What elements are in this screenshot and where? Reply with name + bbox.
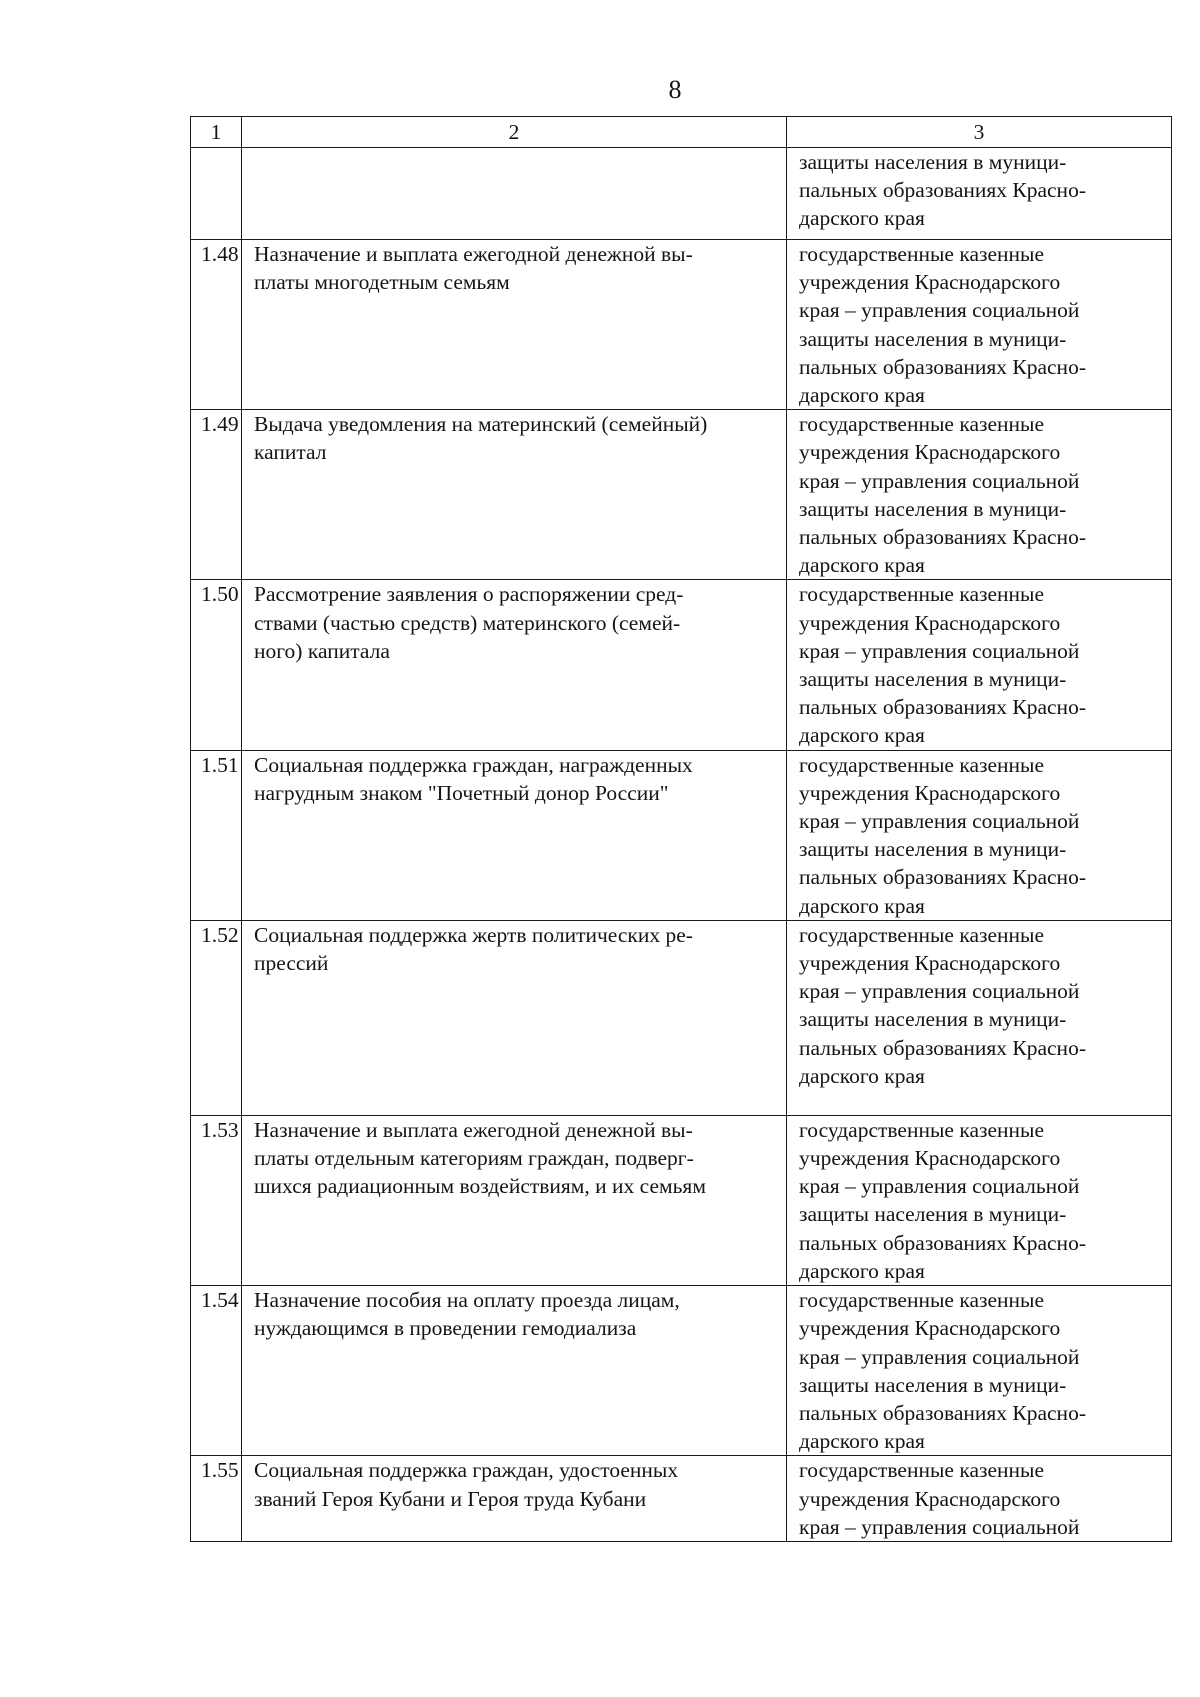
provider-name-line: учреждения Краснодарского	[799, 780, 1061, 805]
provider-name-line: дарского края	[799, 1429, 925, 1454]
table-row	[191, 148, 1172, 240]
provider-name-line: дарского края	[799, 383, 925, 408]
row-number: 1.48	[191, 240, 242, 410]
service-name	[242, 750, 787, 920]
provider-name-line: учреждения Краснодарского	[799, 440, 1061, 465]
provider-name-line: защиты населения в муници-	[799, 667, 1067, 692]
provider-name	[787, 580, 1172, 750]
provider-name-line: государственные казенные	[799, 1117, 1045, 1142]
service-name-line: нагрудным знаком "Почетный донор России"	[254, 780, 669, 805]
service-name-line: Социальная поддержка жертв политических ре-	[254, 922, 693, 947]
provider-name-line: государственные казенные	[799, 1458, 1045, 1483]
row-number: 1.50	[191, 580, 242, 750]
service-name-line: Выдача уведомления на материнский (семейный)	[254, 412, 708, 437]
table-body	[191, 117, 1172, 1542]
provider-name-line: защиты населения в муници-	[799, 326, 1067, 351]
provider-name-line: пальных образованиях Красно-	[799, 525, 1086, 550]
provider-name-line: дарского края	[799, 1063, 925, 1088]
provider-name-line: защиты населения в муници-	[799, 837, 1067, 862]
service-name	[242, 1115, 787, 1285]
provider-name-line: защиты населения в муници-	[799, 496, 1067, 521]
row-number: 1.53	[191, 1115, 242, 1285]
provider-name	[787, 1115, 1172, 1285]
service-name-line: капитал	[254, 440, 327, 465]
table-row	[191, 1456, 1172, 1542]
provider-name-line: пальных образованиях Красно-	[799, 178, 1086, 203]
provider-name-line: государственные казенные	[799, 582, 1045, 607]
row-number: 1.51	[191, 750, 242, 920]
service-name	[242, 1456, 787, 1542]
service-name-line: званий Героя Кубани и Героя труда Кубани	[254, 1486, 647, 1511]
provider-name-line: края – управления социальной	[799, 1514, 1080, 1539]
services-table	[190, 116, 1172, 1542]
provider-name-line: края – управления социальной	[799, 468, 1080, 493]
provider-name	[787, 750, 1172, 920]
provider-name-line: государственные казенные	[799, 752, 1045, 777]
provider-name-line: учреждения Краснодарского	[799, 1316, 1061, 1341]
service-name-line: Социальная поддержка граждан, награжденных	[254, 752, 693, 777]
provider-name-line: защиты населения в муници-	[799, 150, 1067, 174]
service-name-line: нуждающимся в проведении гемодиализа	[254, 1316, 637, 1341]
provider-name	[787, 148, 1172, 240]
provider-name-line: государственные казенные	[799, 922, 1045, 947]
provider-name-line: пальных образованиях Красно-	[799, 1035, 1086, 1060]
row-number: 1.55	[191, 1456, 242, 1542]
provider-name-line: края – управления социальной	[799, 298, 1080, 323]
service-name-line: Назначение пособия на оплату проезда лицам,	[254, 1288, 680, 1313]
service-name	[242, 580, 787, 750]
service-name-line: шихся радиационным воздействиям, и их семьям	[254, 1174, 706, 1199]
table-row	[191, 920, 1172, 1115]
provider-name	[787, 1286, 1172, 1456]
provider-name-line: края – управления социальной	[799, 1344, 1080, 1369]
provider-name	[787, 920, 1172, 1115]
page-number: 8	[668, 75, 682, 104]
service-name	[242, 1286, 787, 1456]
provider-name-line: дарского края	[799, 723, 925, 748]
service-name-line: Рассмотрение заявления о распоряжении сред-	[254, 582, 684, 607]
row-number: 1.52	[191, 920, 242, 1115]
provider-name-line: государственные казенные	[799, 1288, 1045, 1313]
provider-name-line: государственные казенные	[799, 412, 1045, 437]
provider-name-line: учреждения Краснодарского	[799, 610, 1061, 635]
provider-name-line: учреждения Краснодарского	[799, 270, 1061, 295]
header-col-1: 1	[191, 117, 242, 148]
header-col-3: 3	[787, 117, 1172, 148]
row-number	[191, 148, 242, 240]
provider-name-line: края – управления социальной	[799, 809, 1080, 834]
provider-name-line: дарского края	[799, 553, 925, 578]
provider-name-line: края – управления социальной	[799, 638, 1080, 663]
provider-name-line: пальных образованиях Красно-	[799, 865, 1086, 890]
provider-name-line: дарского края	[799, 206, 925, 231]
provider-name	[787, 240, 1172, 410]
provider-name-line: края – управления социальной	[799, 979, 1080, 1004]
service-name	[242, 920, 787, 1115]
provider-name	[787, 410, 1172, 580]
service-name	[242, 410, 787, 580]
service-name-line: платы отдельным категориям граждан, подверг-	[254, 1146, 694, 1171]
service-name-line: ного) капитала	[254, 638, 390, 663]
table-row	[191, 580, 1172, 750]
provider-name-line: пальных образованиях Красно-	[799, 1400, 1086, 1425]
table-row	[191, 240, 1172, 410]
header-row	[191, 117, 1172, 148]
row-number: 1.49	[191, 410, 242, 580]
provider-name-line: защиты населения в муници-	[799, 1372, 1067, 1397]
service-name	[242, 240, 787, 410]
table-row	[191, 1115, 1172, 1285]
table-row	[191, 410, 1172, 580]
provider-name-line: защиты населения в муници-	[799, 1202, 1067, 1227]
provider-name-line: дарского края	[799, 893, 925, 918]
provider-name-line: края – управления социальной	[799, 1174, 1080, 1199]
provider-name	[787, 1456, 1172, 1542]
provider-name-line: государственные казенные	[799, 242, 1045, 266]
service-name	[242, 148, 787, 240]
provider-name-line: учреждения Краснодарского	[799, 1486, 1061, 1511]
service-name-line: Назначение и выплата ежегодной денежной вы-	[254, 242, 693, 266]
service-name-line: Социальная поддержка граждан, удостоенных	[254, 1458, 679, 1483]
provider-name-line: пальных образованиях Красно-	[799, 354, 1086, 379]
service-name-line: прессий	[254, 951, 329, 976]
provider-name-line: защиты населения в муници-	[799, 1007, 1067, 1032]
provider-name-line: дарского края	[799, 1258, 925, 1283]
row-number: 1.54	[191, 1286, 242, 1456]
header-col-2: 2	[242, 117, 787, 148]
provider-name-line: пальных образованиях Красно-	[799, 695, 1086, 720]
table-row	[191, 1286, 1172, 1456]
service-name-line: платы многодетным семьям	[254, 270, 510, 295]
provider-name-line: учреждения Краснодарского	[799, 1146, 1061, 1171]
table-row	[191, 750, 1172, 920]
service-name-line: Назначение и выплата ежегодной денежной вы-	[254, 1117, 693, 1142]
provider-name-line: пальных образованиях Красно-	[799, 1230, 1086, 1255]
provider-name-line: учреждения Краснодарского	[799, 951, 1061, 976]
service-name-line: ствами (частью средств) материнского (семей-	[254, 610, 681, 635]
